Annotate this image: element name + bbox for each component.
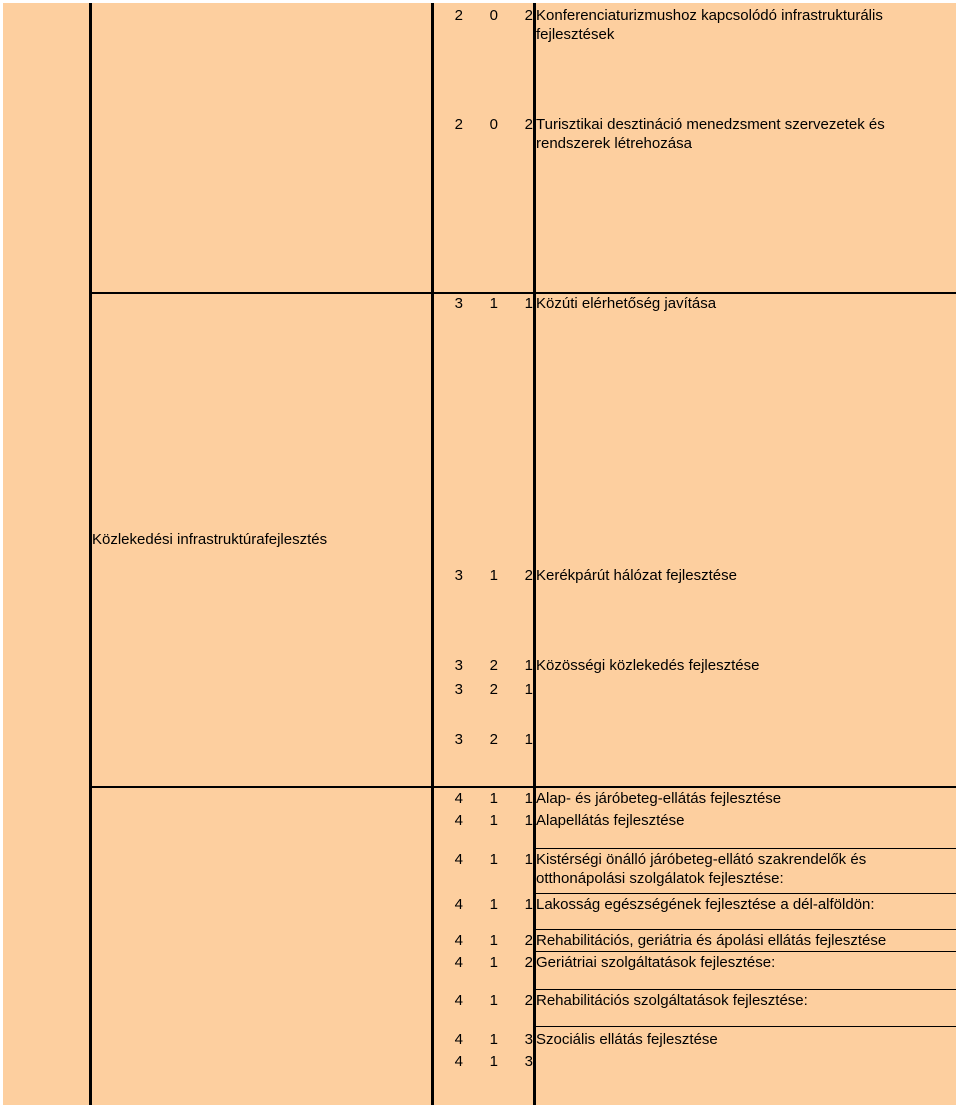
code-cell-b: 0: [489, 7, 498, 24]
description-cell: Alapellátás fejlesztése: [536, 812, 685, 829]
code-cell-a: 4: [454, 851, 463, 868]
grid-line-vertical: [431, 3, 434, 1105]
code-cell-b: 1: [489, 992, 498, 1009]
grid-line-horizontal: [536, 1026, 956, 1027]
code-cell-c: 2: [524, 932, 533, 949]
grid-line-vertical: [89, 3, 92, 1105]
code-cell-a: 4: [454, 790, 463, 807]
description-cell: Rehabilitációs szolgáltatások fejlesztése:: [536, 992, 808, 1009]
grid-line-horizontal: [536, 951, 956, 952]
code-cell-a: 4: [454, 954, 463, 971]
code-cell-a: 4: [454, 992, 463, 1009]
code-cell-c: 1: [524, 790, 533, 807]
code-cell-a: 4: [454, 1031, 463, 1048]
code-cell-b: 1: [489, 896, 498, 913]
code-cell-b: 1: [489, 812, 498, 829]
code-cell-a: 3: [454, 657, 463, 674]
code-cell-a: 4: [454, 932, 463, 949]
code-cell-c: 2: [524, 116, 533, 133]
code-cell-b: 1: [489, 851, 498, 868]
code-cell-c: 1: [524, 812, 533, 829]
code-cell-c: 1: [524, 731, 533, 748]
code-cell-a: 3: [454, 681, 463, 698]
code-cell-a: 3: [454, 295, 463, 312]
code-cell-b: 1: [489, 567, 498, 584]
grid-line-horizontal: [536, 929, 956, 930]
code-cell-c: 2: [524, 567, 533, 584]
group-label: Közlekedési infrastruktúrafejlesztés: [92, 531, 328, 548]
description-cell: Közúti elérhetőség javítása: [536, 295, 717, 312]
code-cell-c: 2: [524, 954, 533, 971]
code-cell-b: 1: [489, 1031, 498, 1048]
left-column-fill: [3, 3, 89, 1105]
description-cell: Turisztikai desztináció menedzsment szervezetek és rendszerek létrehozása: [536, 116, 885, 152]
code-cell-a: 4: [454, 1053, 463, 1070]
code-cell-b: 1: [489, 1053, 498, 1070]
code-cell-a: 3: [454, 567, 463, 584]
code-cell-b: 1: [489, 954, 498, 971]
code-cell-c: 1: [524, 295, 533, 312]
code-cell-b: 1: [489, 932, 498, 949]
code-cell-a: 4: [454, 812, 463, 829]
code-cell-b: 2: [489, 731, 498, 748]
code-cell-c: 2: [524, 992, 533, 1009]
code-cell-c: 1: [524, 681, 533, 698]
description-cell: Alap- és járóbeteg-ellátás fejlesztése: [536, 790, 782, 807]
grid-line-horizontal: [92, 786, 956, 788]
description-cell: Lakosság egészségének fejlesztése a dél-alföldön:: [536, 896, 875, 913]
description-cell: Konferenciaturizmushoz kapcsolódó infrastrukturális fejlesztések: [536, 7, 883, 43]
code-cell-c: 2: [524, 7, 533, 24]
description-cell: Közösségi közlekedés fejlesztése: [536, 657, 760, 674]
code-cell-c: 3: [524, 1031, 533, 1048]
description-cell: Geriátriai szolgáltatások fejlesztése:: [536, 954, 776, 971]
code-cell-c: 1: [524, 657, 533, 674]
grid-line-horizontal: [536, 893, 956, 894]
code-cell-a: 3: [454, 731, 463, 748]
description-cell: Szociális ellátás fejlesztése: [536, 1031, 718, 1048]
code-cell-a: 2: [454, 7, 463, 24]
code-cell-a: 4: [454, 896, 463, 913]
grid-line-horizontal: [536, 848, 956, 849]
code-cell-b: 2: [489, 681, 498, 698]
description-cell: Rehabilitációs, geriátria és ápolási ellátás fejlesztése: [536, 932, 887, 949]
code-cell-b: 1: [489, 295, 498, 312]
description-cell: Kerékpárút hálózat fejlesztése: [536, 567, 737, 584]
code-cell-c: 1: [524, 851, 533, 868]
category-column-fill: [92, 3, 432, 1105]
code-cell-b: 2: [489, 657, 498, 674]
code-cell-b: 1: [489, 790, 498, 807]
description-cell: Kistérségi önálló járóbeteg-ellátó szakrendelők és otthonápolási szolgálatok fejlesztése:: [536, 851, 867, 887]
code-cell-c: 3: [524, 1053, 533, 1070]
code-cell-a: 2: [454, 116, 463, 133]
code-cell-c: 1: [524, 896, 533, 913]
code-cell-b: 0: [489, 116, 498, 133]
grid-line-horizontal: [536, 989, 956, 990]
